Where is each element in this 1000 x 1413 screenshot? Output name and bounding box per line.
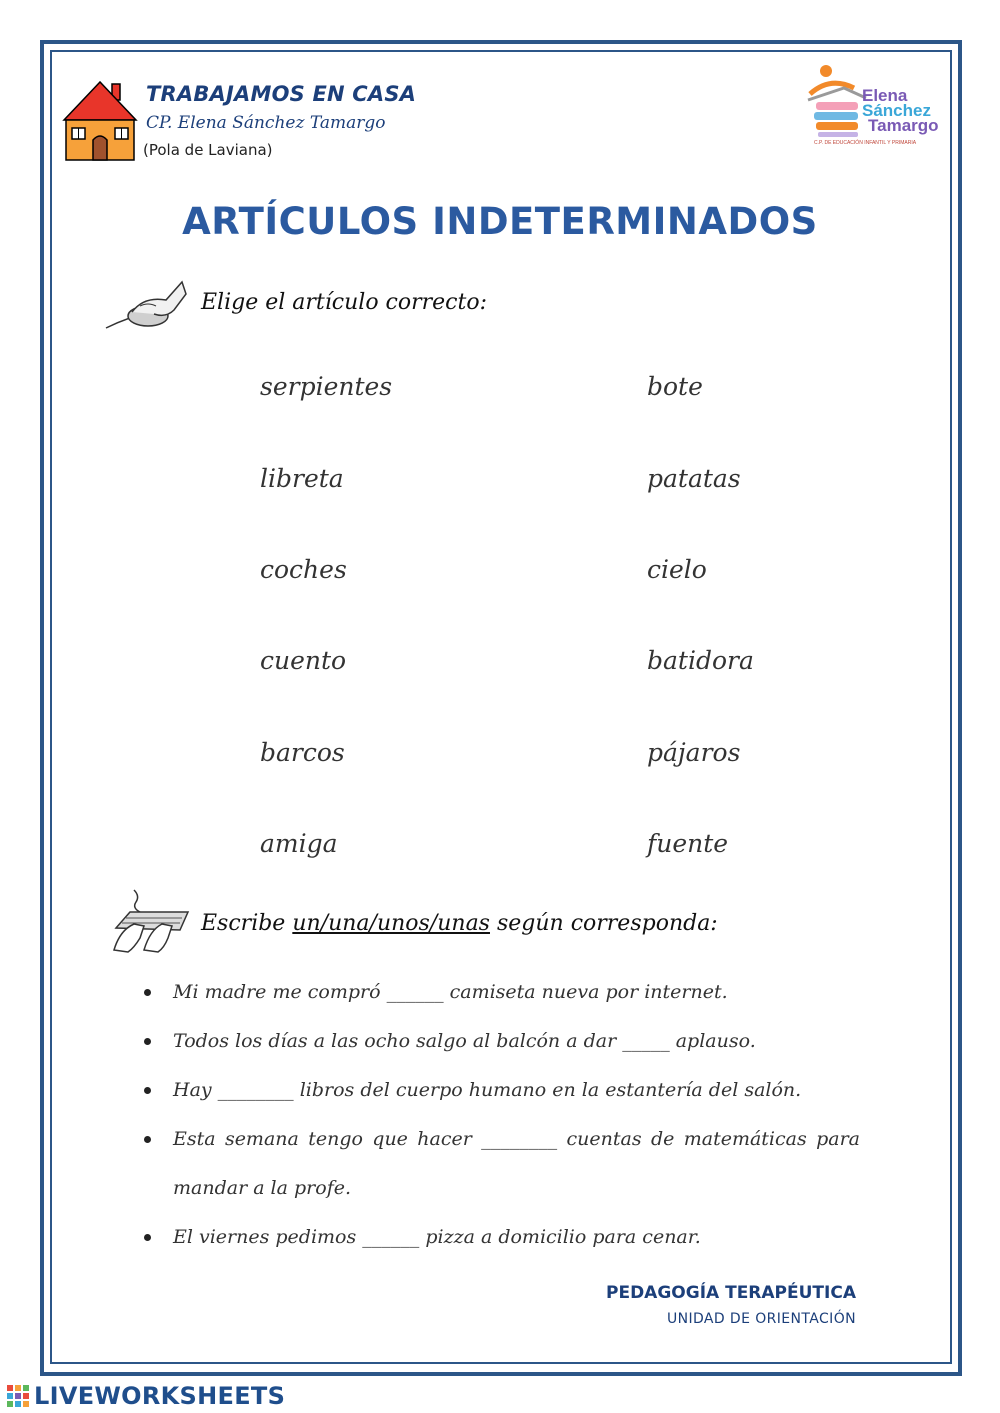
section2-instruction-post: según corresponda:: [489, 911, 718, 936]
mouse-hand-icon: [104, 278, 188, 334]
header-title: TRABAJAMOS EN CASA: [146, 82, 417, 106]
liveworksheets-name: LIVEWORKSHEETS: [34, 1382, 286, 1410]
word-right-5: pájaros: [647, 738, 741, 767]
word-right-3: cielo: [647, 555, 707, 584]
word-right-4: batidora: [647, 646, 754, 675]
school-logo: [804, 64, 944, 150]
word-right-2: patatas: [647, 464, 741, 493]
sentence-item: El viernes pedimos ______ pizza a domicilio para cenar.: [140, 1213, 860, 1262]
liveworksheets-logo-icon: [6, 1384, 30, 1408]
keyboard-hands-icon: [110, 888, 190, 954]
liveworksheets-brand[interactable]: [6, 1382, 285, 1410]
books-logo-icon: [804, 64, 870, 138]
section2-instruction-options: un/una/unos/unas: [292, 911, 490, 936]
logo-line-2: Sánchez: [862, 101, 931, 120]
word-left-4: cuento: [260, 646, 347, 675]
logo-line-1: Elena: [862, 86, 908, 105]
word-left-5: barcos: [260, 738, 345, 767]
word-left-3: coches: [260, 555, 347, 584]
section2-instruction: [201, 911, 718, 936]
house-icon: [62, 80, 138, 162]
word-right-1: bote: [647, 372, 703, 401]
footer-unit: UNIDAD DE ORIENTACIÓN: [666, 1311, 856, 1327]
logo-subtitle: C.P. DE EDUCACIÓN INFANTIL Y PRIMARIA: [814, 140, 917, 146]
sentence-item: Mi madre me compró ______ camiseta nueva por internet.: [140, 968, 860, 1017]
sentence-item: Hay ________ libros del cuerpo humano en la estantería del salón.: [140, 1066, 860, 1115]
section1-instruction: Elige el artículo correcto:: [201, 290, 487, 315]
header-school: CP. Elena Sánchez Tamargo: [146, 113, 386, 133]
page-title: ARTÍCULOS INDETERMINADOS: [182, 200, 818, 243]
sentence-item: Todos los días a las ocho salgo al balcón a dar _____ aplauso.: [140, 1017, 860, 1066]
word-left-6: amiga: [260, 829, 338, 858]
footer-department: PEDAGOGÍA TERAPÉUTICA: [606, 1283, 856, 1303]
sentence-list: [140, 968, 860, 1262]
header-town: (Pola de Laviana): [143, 141, 273, 159]
section2-instruction-pre: Escribe: [201, 911, 293, 936]
word-right-6: fuente: [647, 829, 729, 858]
logo-line-3: Tamargo: [868, 116, 939, 135]
word-left-2: libreta: [260, 464, 344, 493]
word-left-1: serpientes: [260, 372, 393, 401]
sentence-item: Esta semana tengo que hacer ________ cuentas de matemáticas para mandar a la profe.: [140, 1115, 860, 1213]
